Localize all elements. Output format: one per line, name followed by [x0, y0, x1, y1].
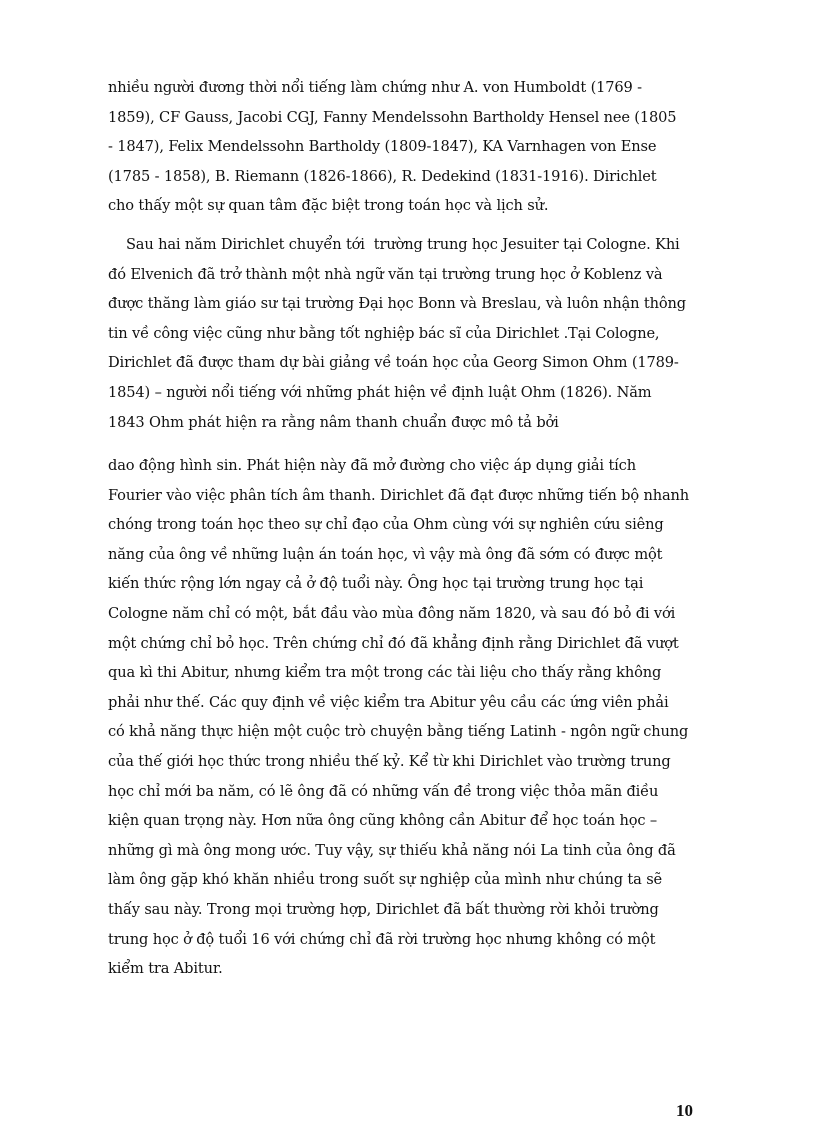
text-line: Fourier vào việc phân tích âm thanh. Dirichlet đã đạt được những tiến bộ nhanh — [108, 486, 690, 504]
text-line: tin về công việc cũng như bằng tốt nghiệp bác sĩ của Dirichlet .Tại Cologne, — [108, 324, 660, 342]
text-line: 1859), CF Gauss, Jacobi CGJ, Fanny Mendelssohn Bartholdy Hensel nee (1805 — [108, 108, 677, 126]
text-line: dao động hình sin. Phát hiện này đã mở đường cho việc áp dụng giải tích — [108, 457, 636, 474]
text-line: trung học ở độ tuổi 16 với chứng chỉ đã rời trường học nhưng không có một — [108, 930, 656, 948]
text-line: 1854) – người nổi tiếng với những phát hiện về định luật Ohm (1826). Năm — [108, 383, 652, 401]
text-line: qua kì thi Abitur, nhưng kiểm tra một trong các tài liệu cho thấy rằng không — [108, 664, 662, 682]
page-number: 10 — [676, 1101, 693, 1120]
text-line: Dirichlet đã được tham dự bài giảng về toán học của Georg Simon Ohm (1789- — [108, 354, 679, 372]
text-line: những gì mà ông mong ước. Tuy vậy, sự thiếu khả năng nói La tinh của ông đã — [108, 841, 676, 859]
text-line: của thế giới học thức trong nhiều thế kỷ. Kể từ khi Dirichlet vào trường trung — [108, 752, 671, 770]
paragraph-1 — [108, 73, 708, 221]
text-line: năng của ông về những luận án toán học, vì vậy mà ông đã sớm có được một — [108, 545, 663, 563]
text-line: cho thấy một sự quan tâm đặc biệt trong toán học và lịch sử. — [108, 197, 549, 215]
text-line: một chứng chỉ bỏ học. Trên chứng chỉ đó đã khẳng định rằng Dirichlet đã vượt — [108, 634, 679, 652]
paragraph-2 — [108, 230, 708, 437]
text-line: đó Elvenich đã trở thành một nhà ngữ văn tại trường trung học ở Koblenz và — [108, 265, 663, 283]
text-line: - 1847), Felix Mendelssohn Bartholdy (1809-1847), KA Varnhagen von Ense — [108, 138, 657, 156]
text-line: 1843 Ohm phát hiện ra rằng nâm thanh chuẩn được mô tả bởi — [108, 413, 559, 431]
text-line: phải như thế. Các quy định về việc kiểm tra Abitur yêu cầu các ứng viên phải — [108, 693, 669, 711]
text-line: có khả năng thực hiện một cuộc trò chuyện bằng tiếng Latinh - ngôn ngữ chung — [108, 723, 689, 741]
text-line: Sau hai năm Dirichlet chuyển tới trường trung học Jesuiter tại Cologne. Khi — [108, 236, 680, 253]
text-line: được thăng làm giáo sư tại trường Đại học Bonn và Breslau, và luôn nhận thông — [108, 295, 686, 313]
text-line: học chỉ mới ba năm, có lẽ ông đã có những vấn đề trong việc thỏa mãn điều — [108, 782, 659, 800]
paragraph-3 — [108, 451, 708, 984]
text-line: nhiều người đương thời nổi tiếng làm chứng như A. von Humboldt (1769 - — [108, 79, 642, 96]
text-line: kiểm tra Abitur. — [108, 960, 223, 978]
text-line: Cologne năm chỉ có một, bắt đầu vào mùa đông năm 1820, và sau đó bỏ đi với — [108, 604, 676, 622]
text-line: kiện quan trọng này. Hơn nữa ông cũng không cần Abitur để học toán học – — [108, 812, 657, 830]
text-line: chóng trong toán học theo sự chỉ đạo của Ohm cùng với sự nghiên cứu siêng — [108, 516, 664, 534]
text-line: thấy sau này. Trong mọi trường hợp, Dirichlet đã bất thường rời khỏi trường — [108, 900, 659, 918]
text-line: (1785 - 1858), B. Riemann (1826-1866), R. Dedekind (1831-1916). Dirichlet — [108, 167, 657, 185]
text-line: làm ông gặp khó khăn nhiều trong suốt sự nghiệp của mình như chúng ta sẽ — [108, 871, 663, 889]
text-line: kiến thức rộng lớn ngay cả ở độ tuổi này. Ông học tại trường trung học tại — [108, 575, 644, 593]
